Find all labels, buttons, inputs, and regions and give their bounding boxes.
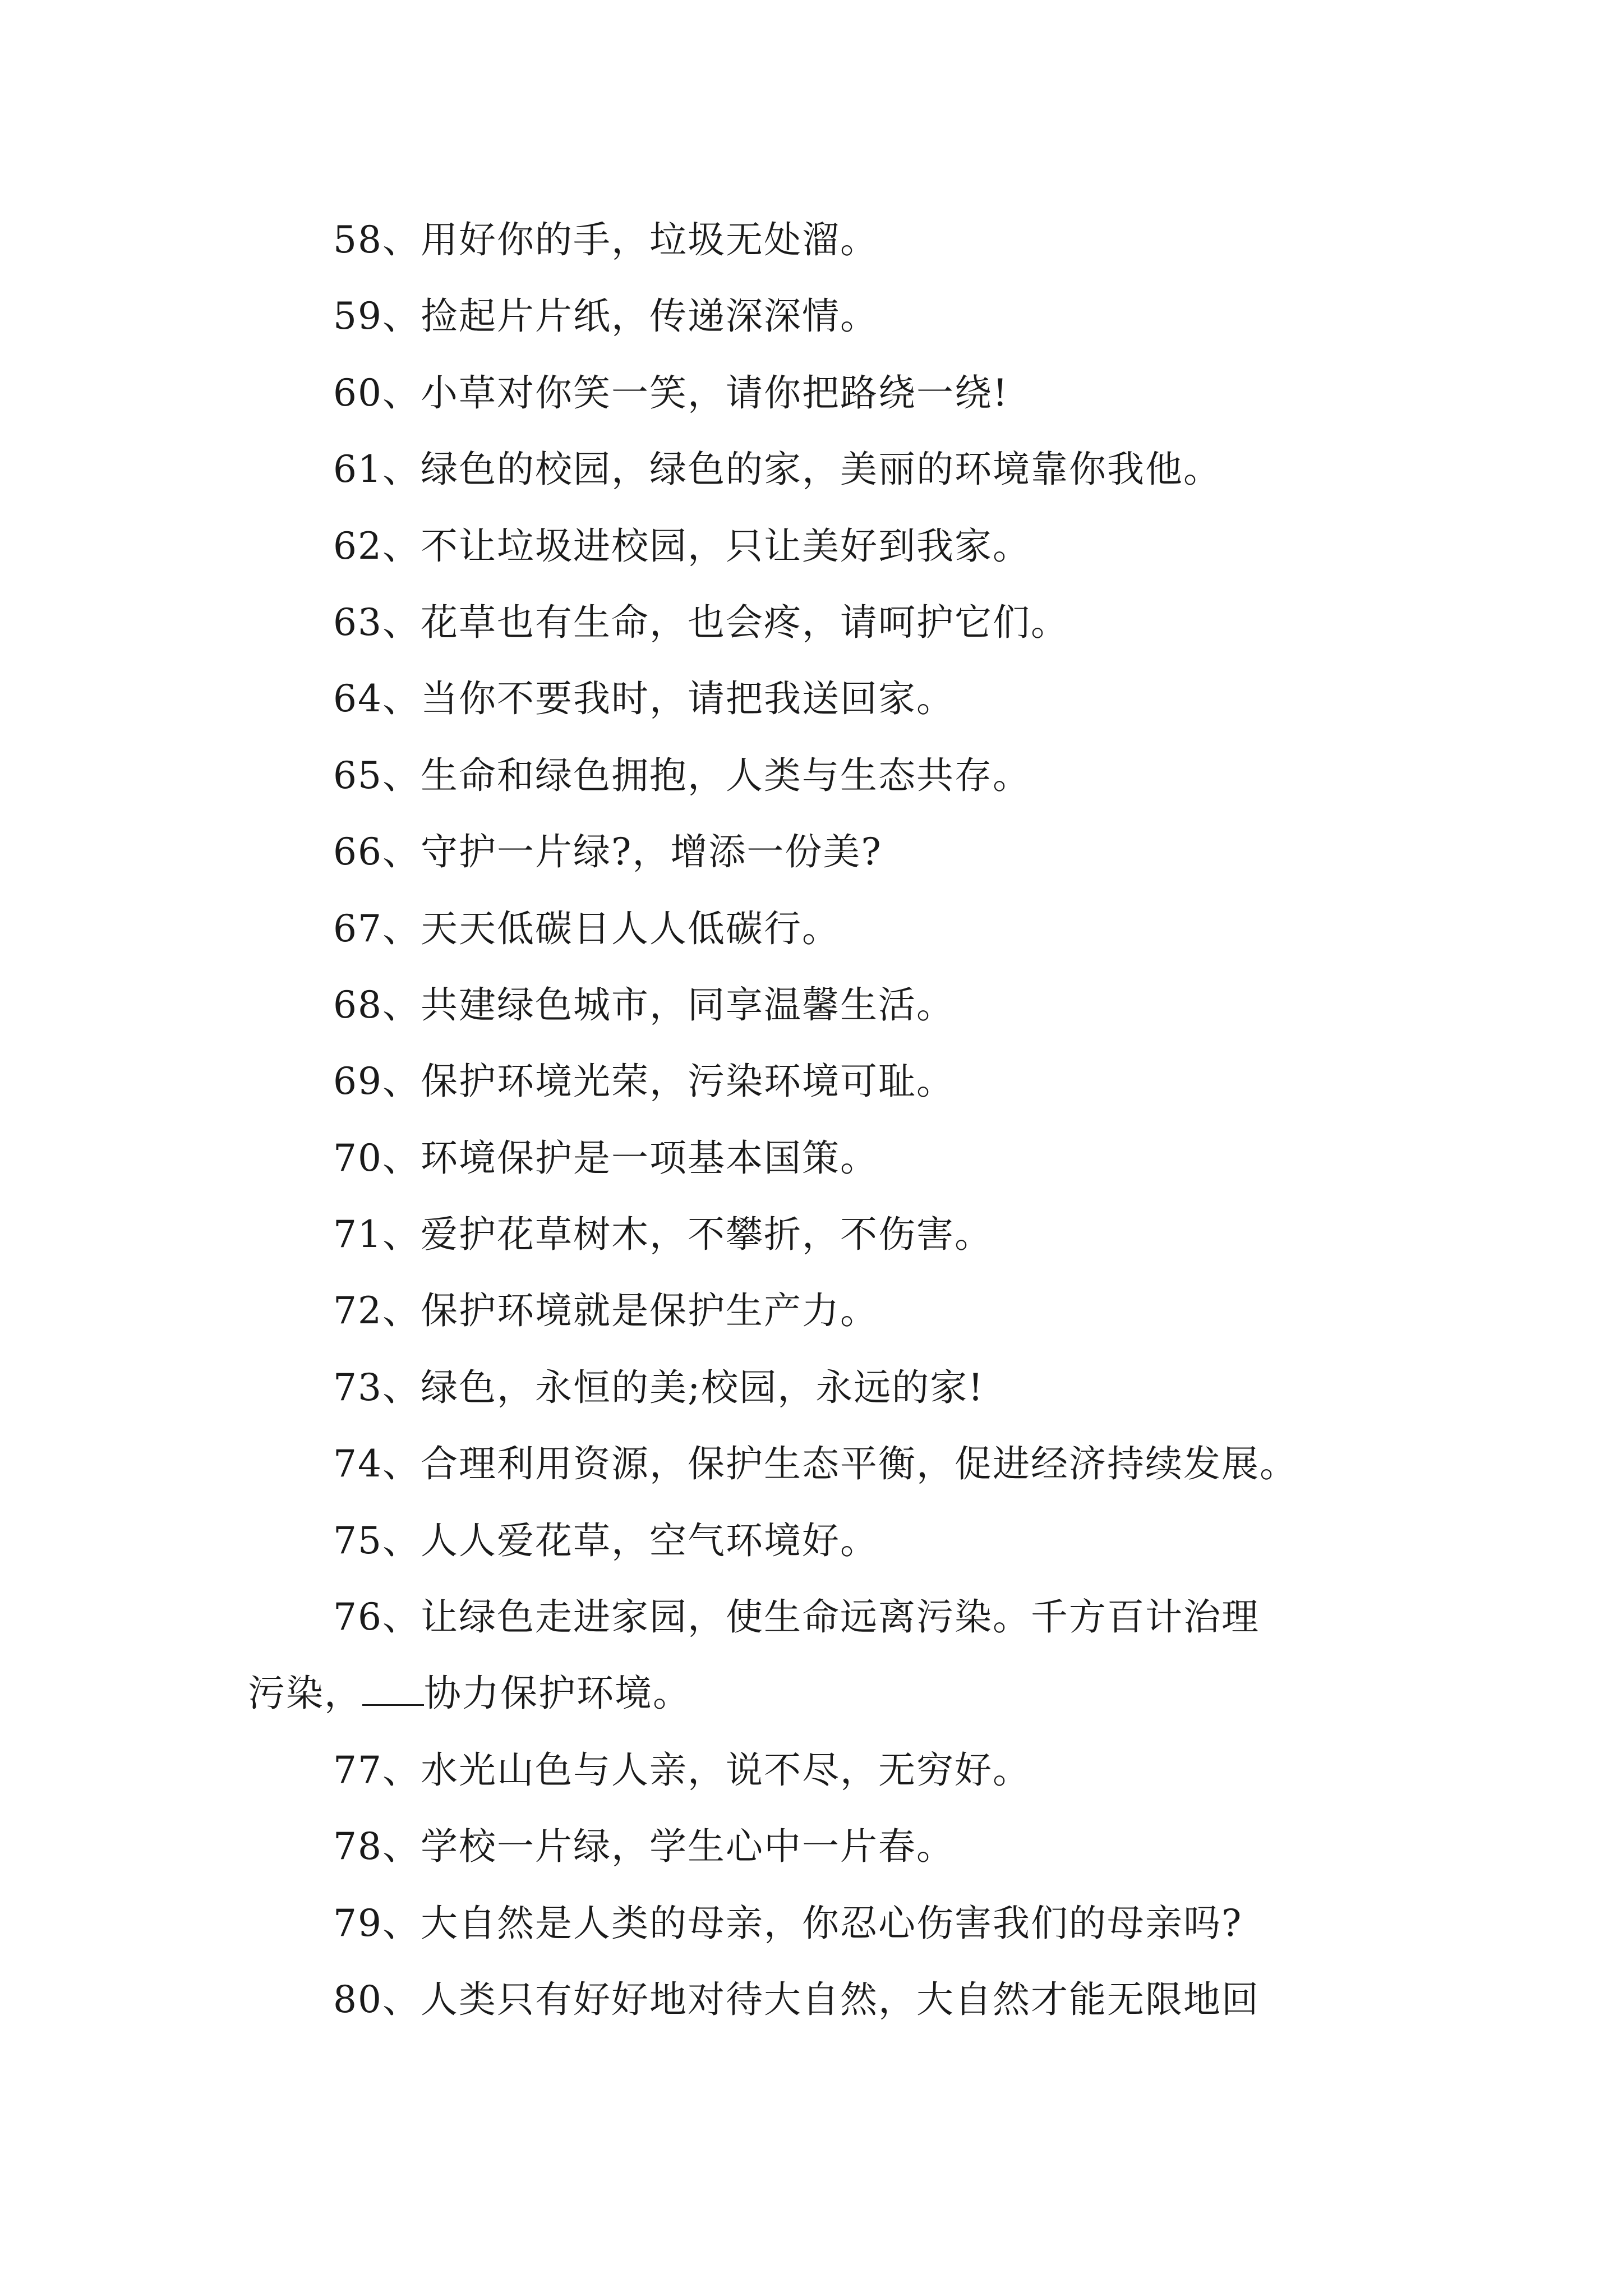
list-item: 61、绿色的校园，绿色的家，美丽的环境靠你我他。	[333, 448, 1221, 491]
slogan-list	[248, 202, 1398, 2038]
list-item: 64、当你不要我时，请把我送回家。	[333, 677, 955, 721]
list-item: 60、小草对你笑一笑，请你把路绕一绕!	[333, 371, 1009, 415]
list-item: 62、不让垃圾进校园，只让美好到我家。	[333, 524, 1031, 568]
list-item: 71、爱护花草树木，不攀折，不伤害。	[333, 1213, 993, 1257]
list-item: 59、捡起片片纸，传递深深情。	[333, 295, 878, 338]
list-item: 76、让绿色走进家园，使生命远离污染。千方百计治理	[333, 1595, 1260, 1639]
list-item: 75、人人爱花草，空气环境好。	[333, 1519, 878, 1562]
list-item: 79、大自然是人类的母亲，你忍心伤害我们的母亲吗?	[333, 1901, 1243, 1945]
list-item: 78、学校一片绿，学生心中一片春。	[333, 1825, 955, 1869]
continuation-text: 污染，	[248, 1672, 362, 1715]
fill-in-blank	[362, 1671, 424, 1706]
list-item: 74、合理利用资源，保护生态平衡，促进经济持续发展。	[333, 1442, 1298, 1486]
list-item: 58、用好你的手，垃圾无处溜。	[333, 218, 878, 261]
list-item: 68、共建绿色城市，同享温馨生活。	[333, 983, 955, 1027]
list-item: 65、生命和绿色拥抱，人类与生态共存。	[333, 753, 1031, 797]
list-item: 70、环境保护是一项基本国策。	[333, 1136, 878, 1180]
list-item: 69、保护环境光荣，污染环境可耻。	[333, 1060, 955, 1103]
list-item: 73、绿色，永恒的美;校园，永远的家!	[333, 1365, 984, 1409]
list-item: 66、守护一片绿?，增添一份美?	[333, 830, 882, 874]
list-item: 80、人类只有好好地对待大自然，大自然才能无限地回	[333, 1977, 1260, 2021]
continuation-text: 协力保护环境。	[424, 1672, 691, 1715]
list-item: 63、花草也有生命，也会疼，请呵护它们。	[333, 600, 1069, 644]
list-item: 77、水光山色与人亲，说不尽，无穷好。	[333, 1748, 1031, 1792]
list-item-continuation	[248, 1655, 1398, 1732]
list-item: 67、天天低碳日人人低碳行。	[333, 907, 840, 950]
list-item: 72、保护环境就是保护生产力。	[333, 1289, 878, 1333]
